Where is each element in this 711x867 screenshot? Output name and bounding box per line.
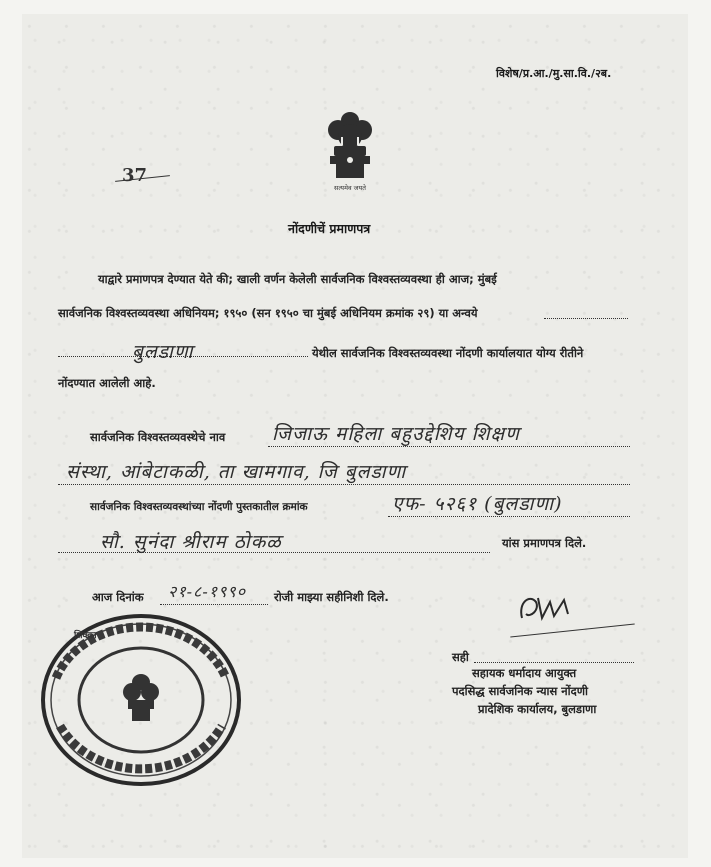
officer-line3: प्रादेशिक कार्यालय, बुलडाणा <box>478 702 597 716</box>
para1-line2: सार्वजनिक विश्वस्तव्यवस्था अधिनियम; १९५० (सन १९५० चा मुंबई अधिनियम क्रमांक २९) या अन्वये <box>58 306 478 320</box>
district-handwritten: बुलडाणा <box>132 341 194 363</box>
signature-scribble <box>516 592 576 626</box>
emblem-motto: सत्यमेव जयते <box>334 184 366 192</box>
certificate-title: नोंदणीचें प्रमाणपत्र <box>288 221 371 236</box>
date-value: २१-८-१९९० <box>168 582 247 601</box>
officer-line2: पदसिद्ध सार्वजनिक न्यास नोंदणी <box>452 684 589 698</box>
trust-name-line2: संस्था, आंबेटाकळी, ता खामगाव, जि बुलडाणा <box>66 461 407 483</box>
seal-label: शिक्का <box>74 631 97 641</box>
sign-blank <box>474 662 634 663</box>
serial-number: 37 <box>122 165 148 186</box>
national-emblem-icon <box>322 108 378 190</box>
dotted-line <box>544 318 628 319</box>
trust-name-blank-2 <box>58 484 630 485</box>
sign-label: सही <box>452 650 469 664</box>
trust-name-label: सार्वजनिक विश्वस्तव्यवस्थेचे नाव <box>90 430 226 444</box>
register-number-label: सार्वजनिक विश्वस्तव्यवस्थांच्या नोंदणी पुस्तकातील क्रमांक <box>90 501 308 513</box>
trust-name-line1: जिजाऊ महिला बहुउद्देशिय शिक्षण <box>272 423 520 445</box>
para1-line3: येथील सार्वजनिक विश्वस्तव्यवस्था नोंदणी कार्यालयात योग्य रीतीने <box>312 346 584 360</box>
form-reference: विशेष/प्र.आ./मु.सा.वि./२ब. <box>496 67 612 80</box>
trust-name-blank-1 <box>268 446 630 447</box>
register-number-value: एफ- ५२६१ (बुलडाणा) <box>392 493 563 515</box>
official-seal <box>38 608 244 788</box>
para1-line1: याद्वारे प्रमाणपत्र देण्यात येते की; खाली वर्णन केलेली सार्वजनिक विश्वस्तव्यवस्था ही आज; मुंबई <box>98 272 497 286</box>
holder-suffix: यांस प्रमाणपत्र दिले. <box>502 536 587 550</box>
officer-line1: सहायक धर्मादाय आयुक्त <box>472 666 577 680</box>
date-blank <box>160 604 268 605</box>
holder-blank <box>58 552 490 553</box>
register-number-blank <box>388 516 630 517</box>
para1-line4: नोंदण्यात आलेली आहे. <box>58 376 156 390</box>
date-prefix: आज दिनांक <box>92 590 144 604</box>
holder-name: सौ. सुनंदा श्रीराम ठोकळ <box>100 531 282 553</box>
date-suffix: रोजी माझ्या सहीनिशी दिले. <box>274 590 389 604</box>
